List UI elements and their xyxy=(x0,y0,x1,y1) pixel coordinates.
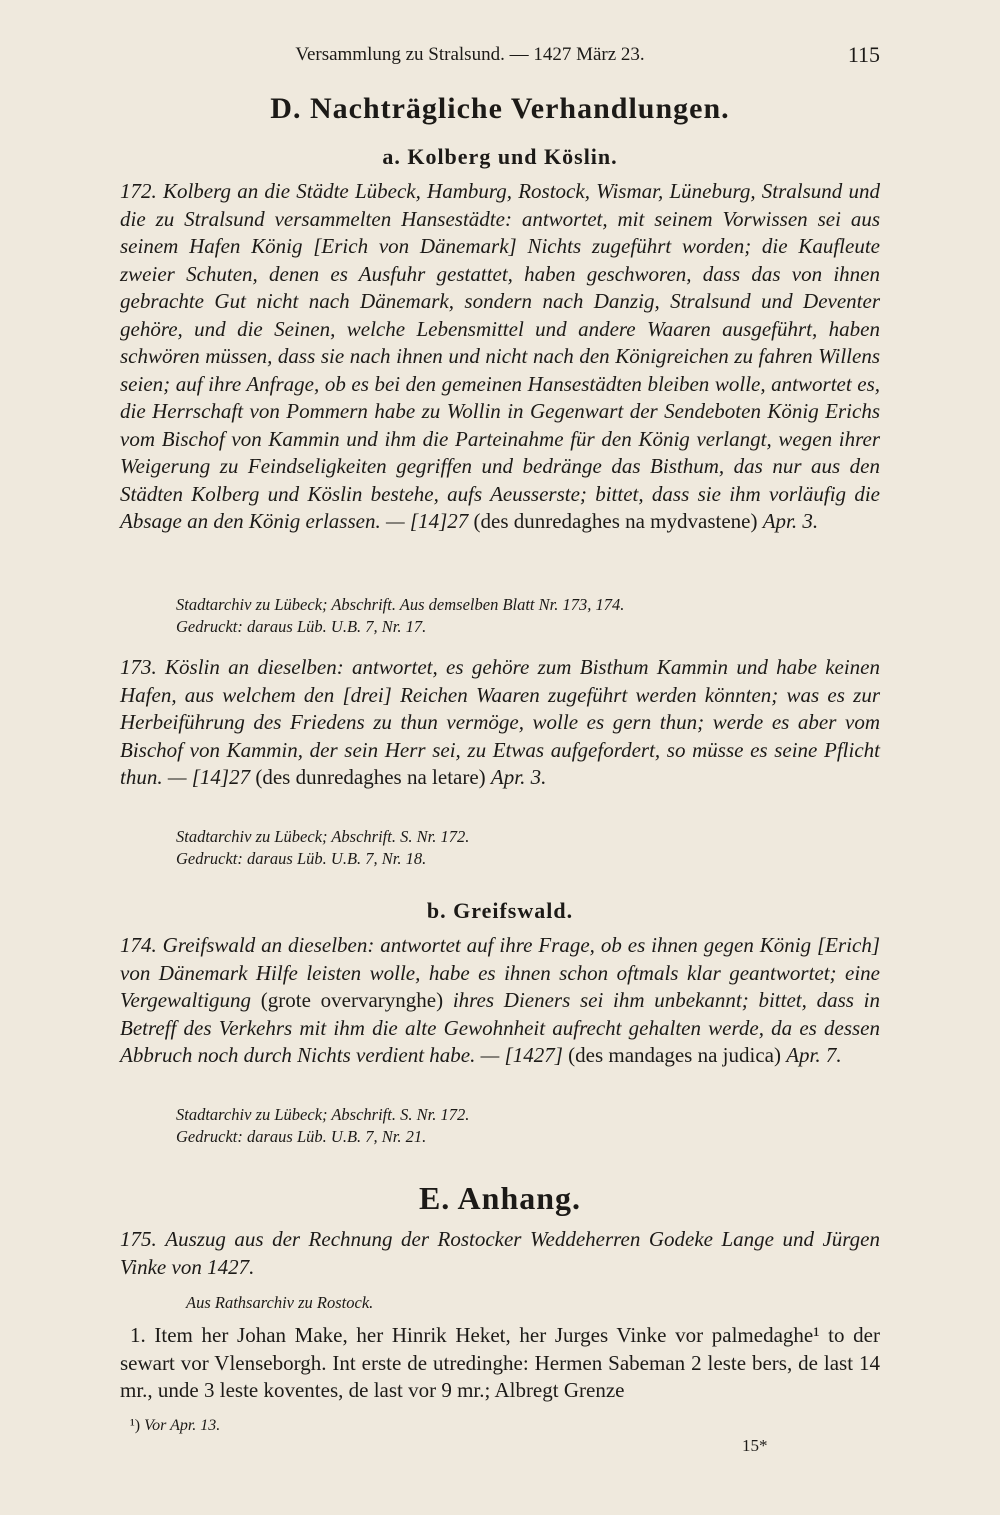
page-number: 115 xyxy=(847,42,880,67)
entry-text: Kolberg an die Städte Lübeck, Hamburg, Rostock, Wismar, Lüneburg, Stralsund und die zu Stralsund versammelten Hansestädte: antwortet, mit seinem Vorwissen sei aus seinem Hafen König [Erich von Dänemark] Nichts zugeführt worden; die Kaufleute zweier Schuten, denen es Ausfuhr gestattet, haben geschworen, dass das von ihnen gebrachte Gut nicht nach Dänemark, sondern nach Danzig, Stralsund und Deventer gehöre, und die Seinen, welche Lebensmittel und andere Waaren ausgeführt, haben schwören müssen, dass sie nach ihnen und nicht nach den Königreichen zu fahren Willens seien; auf ihre Anfrage, ob es bei den gemeinen Hansestädten bleiben wolle, antwortet es, die Herrschaft von Pommern habe zu Wollin in Gegenwart der Sendeboten König Erichs vom Bischof von Kammin und ihm die Parteinahme für den König verlangt, wegen ihrer Weigerung zu Feindseligkeiten gegriffen und bedränge das Bisthum, das nur aus den Städten Kolberg und Köslin bestehe, aufs Aeusserste; bittet, dass sie ihm vorläufig die Absage an den König erlassen. — [14]27 xyxy=(120,179,880,533)
entry-date: Apr. 3. xyxy=(762,509,819,533)
footnote-text: Vor Apr. 13. xyxy=(144,1417,221,1434)
entry-quote: (des dunredaghes na letare) xyxy=(255,765,486,789)
footnote-marker: ¹) xyxy=(130,1417,141,1434)
entry-number: 174. xyxy=(120,933,157,957)
source-line: Gedruckt: daraus Lüb. U.B. 7, Nr. 18. xyxy=(176,849,427,868)
source-line: Stadtarchiv zu Lübeck; Abschrift. Aus demselben Blatt Nr. 173, 174. xyxy=(176,595,625,614)
entry-174 xyxy=(120,932,880,1070)
entry-date: Apr. 3. xyxy=(490,765,547,789)
subsection-a-title: a. Kolberg und Köslin. xyxy=(382,144,618,169)
entry-text: Auszug aus der Rechnung der Rostocker Weddeherren Godeke Lange und Jürgen Vinke von 1427. xyxy=(120,1227,880,1279)
section-d-title: D. Nachträgliche Verhandlungen. xyxy=(270,92,730,125)
entry-174-sources xyxy=(176,1104,876,1148)
source-line: Stadtarchiv zu Lübeck; Abschrift. S. Nr. 172. xyxy=(176,827,470,846)
entry-175 xyxy=(120,1226,880,1281)
entry-number: 172. xyxy=(120,179,157,203)
running-title: Versammlung zu Stralsund. — 1427 März 23. xyxy=(295,44,645,65)
entry-172-sources xyxy=(176,594,876,638)
source-line: Stadtarchiv zu Lübeck; Abschrift. S. Nr. 172. xyxy=(176,1105,470,1124)
entry-quote: (des mandages na judica) xyxy=(568,1043,781,1067)
entry-quote: (des dunredaghes na mydvastene) xyxy=(473,509,758,533)
signature-mark: 15* xyxy=(742,1436,768,1455)
entry-date: Apr. 7. xyxy=(786,1043,842,1067)
entry-number: 173. xyxy=(120,655,157,679)
section-e-title: E. Anhang. xyxy=(418,1180,582,1216)
source-line: Gedruckt: daraus Lüb. U.B. 7, Nr. 17. xyxy=(176,617,427,636)
entry-173-sources xyxy=(176,826,876,870)
page-header xyxy=(120,40,880,76)
entry-173 xyxy=(120,654,880,792)
account-paragraph-1: 1. Item her Johan Make, her Hinrik Heket, her Jurges Vinke vor palmedaghe¹ to der sewart vor Vlenseborgh. Int erste de utredinghe: Hermen Sabeman 2 leste bers, de last 14 mr., unde 3 leste koventes, de last vor 9 mr.; Albregt Grenze xyxy=(120,1323,880,1402)
entry-number: 175. xyxy=(120,1227,157,1251)
subsection-b-title: b. Greifswald. xyxy=(426,898,574,923)
entry-text: ihres Dieners sei ihm unbekannt; bittet, dass in Betreff des Verkehrs mit ihm die alte Gewohnheit aufrecht gehalten werde, da es dessen Abbruch noch durch Nichts verdient habe. — [1427] xyxy=(120,988,881,1067)
entry-quote: (grote overvarynghe) xyxy=(260,988,444,1012)
footnote xyxy=(130,1417,220,1435)
entry-text: Köslin an dieselben: antwortet, es gehöre zum Bisthum Kammin und habe keinen Hafen, aus welchem den [drei] Reichen Waaren zugeführt werden könnten; was es zur Herbeiführung des Friedens zu thun vermöge, wolle es gern thun; werde es aber vom Bischof von Kammin, der sein Herr sei, zu Etwas aufgefordert, so müsse es seine Pflicht thun. — [14]27 xyxy=(120,655,880,789)
entry-text: Greifswald an dieselben: antwortet auf ihre Frage, ob es ihnen gegen König [Erich] von Dänemark Hilfe leisten wolle, habe es ihnen schon oftmals klar geantwortet; eine Vergewaltigung xyxy=(120,933,881,1012)
source-line: Gedruckt: daraus Lüb. U.B. 7, Nr. 21. xyxy=(176,1127,427,1146)
entry-172 xyxy=(120,178,880,536)
entry-175-source: Aus Rathsarchiv zu Rostock. xyxy=(186,1293,374,1312)
